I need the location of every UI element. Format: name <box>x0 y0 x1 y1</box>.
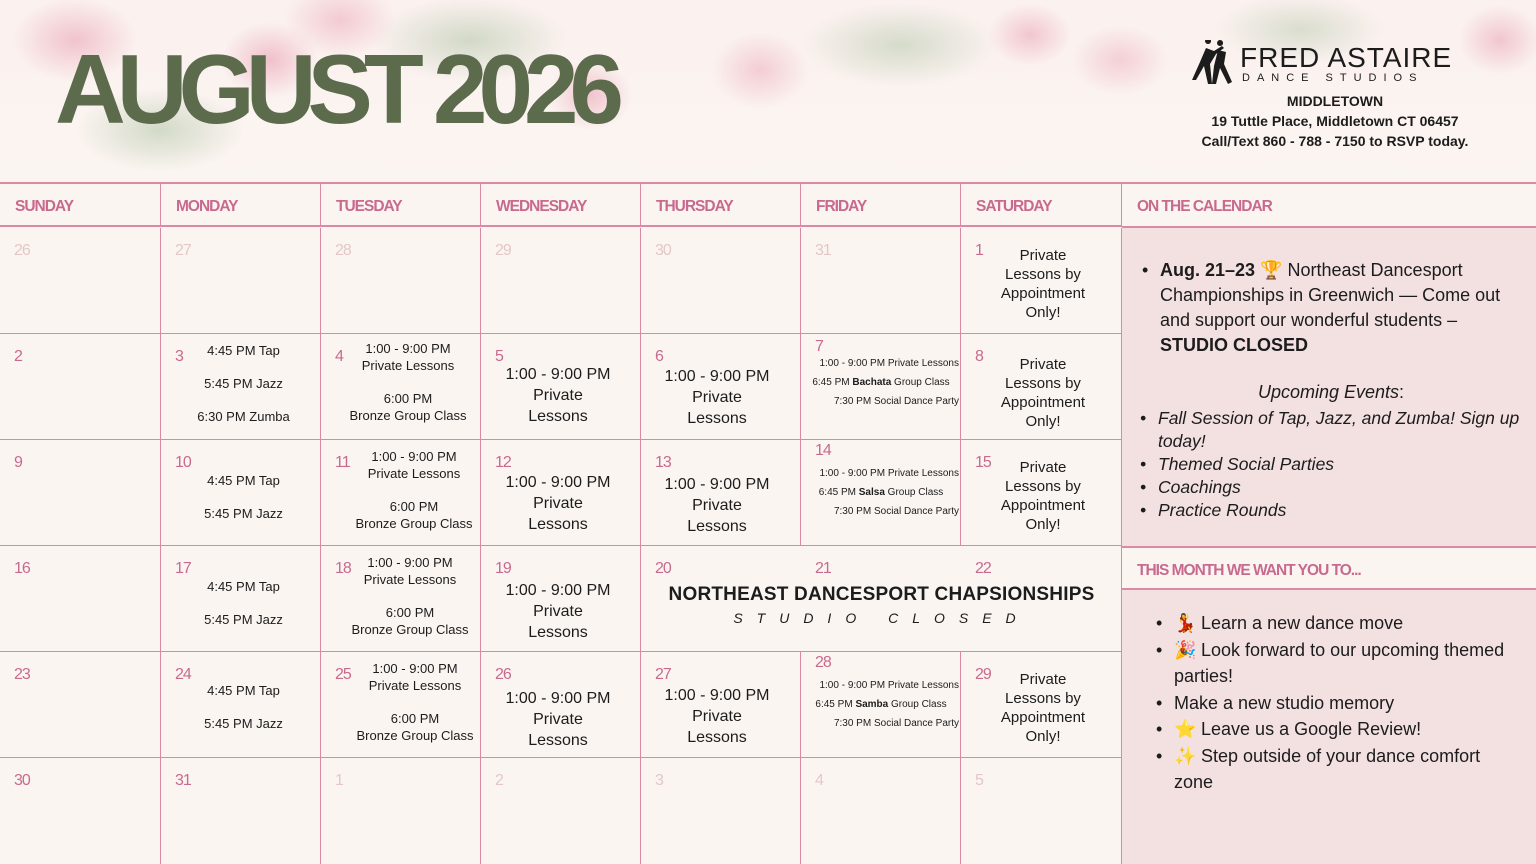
weekday-header: THURSDAY <box>641 182 801 227</box>
event-private-appointment: Private Lessons by Appointment Only! <box>1000 356 1086 430</box>
day-number: 9 <box>14 454 22 471</box>
day-number: 24 <box>175 666 191 683</box>
day-cell[interactable] <box>481 228 641 334</box>
day-cell[interactable] <box>481 440 641 546</box>
day-number: 29 <box>975 666 991 683</box>
want-item: • 🎉 Look forward to our upcoming themed parties! <box>1174 637 1522 690</box>
day-number: 6 <box>655 348 663 365</box>
day-number: 28 <box>815 654 831 671</box>
day-cell[interactable] <box>0 546 161 652</box>
day-number: 18 <box>335 560 351 577</box>
day-number: 20 <box>655 560 671 577</box>
day-cell[interactable] <box>161 546 321 652</box>
weekday-header: FRIDAY <box>801 182 961 227</box>
day-cell[interactable] <box>321 758 481 864</box>
day-number: 30 <box>655 242 671 259</box>
day-number: 15 <box>975 454 991 471</box>
weekday-header: SATURDAY <box>961 182 1122 227</box>
event-list: 1:00 - 9:00 PM Private Lessons 6:00 PM Bronze Group Class <box>351 555 469 637</box>
day-number: 28 <box>335 242 351 259</box>
weekday-header: TUESDAY <box>321 182 481 227</box>
day-number: 11 <box>335 454 350 471</box>
day-cell[interactable] <box>481 546 641 652</box>
event-private-lessons: 1:00 - 9:00 PM Private Lessons <box>505 690 611 749</box>
day-number: 1 <box>335 772 343 789</box>
day-cell[interactable] <box>641 440 801 546</box>
day-cell[interactable] <box>961 440 1122 546</box>
star-icon: ⭐ <box>1174 719 1197 739</box>
day-cell[interactable] <box>321 546 481 652</box>
want-heading: THIS MONTH WE WANT YOU TO... <box>1122 546 1536 590</box>
event-private-lessons: 1:00 - 9:00 PM Private Lessons <box>664 368 770 427</box>
day-number: 31 <box>175 772 191 789</box>
day-cell[interactable] <box>961 758 1122 864</box>
highlight-list <box>1160 258 1522 358</box>
event-list: 4:45 PM Tap 5:45 PM Jazz <box>204 579 283 627</box>
event-list: 1:00 - 9:00 PM Private Lessons 6:45 PM Bachata Group Class 7:30 PM Social Dance Party <box>812 358 959 407</box>
day-number: 26 <box>14 242 30 259</box>
brand-name: FRED ASTAIRE <box>1240 42 1453 73</box>
sparkles-icon: ✨ <box>1174 745 1197 766</box>
calendar-grid <box>0 182 1122 864</box>
day-number: 4 <box>815 772 823 789</box>
weekday-header: MONDAY <box>161 182 321 227</box>
day-cell[interactable] <box>481 334 641 440</box>
want-item: • Make a new studio memory <box>1174 690 1522 717</box>
weekday-header: SUNDAY <box>0 182 161 227</box>
day-number: 8 <box>975 348 983 365</box>
studio-contact: Call/Text 860 - 788 - 7150 to RSVP today. <box>1201 133 1469 149</box>
want-item: • 💃 Learn a new dance move <box>1174 610 1522 637</box>
upcoming-heading: Upcoming Events: <box>1257 382 1405 402</box>
day-number: 17 <box>175 560 191 577</box>
day-number: 27 <box>175 242 191 259</box>
closed-title: NORTHEAST DANCESPORT CHAPSIONSHIPS <box>668 584 1095 605</box>
day-number: 14 <box>815 442 831 459</box>
day-cell[interactable] <box>0 440 161 546</box>
day-number: 25 <box>335 666 351 683</box>
day-cell[interactable] <box>801 652 961 758</box>
day-number: 26 <box>495 666 511 683</box>
day-number: 5 <box>495 348 503 365</box>
event-list: 4:45 PM Tap 5:45 PM Jazz <box>204 683 283 731</box>
studio-location: MIDDLETOWN <box>1286 93 1384 109</box>
day-cell[interactable] <box>0 652 161 758</box>
on-calendar-section <box>1122 228 1536 546</box>
day-cell[interactable] <box>0 228 161 334</box>
on-calendar-heading: ON THE CALENDAR <box>1122 182 1536 228</box>
day-cell[interactable] <box>161 334 321 440</box>
closed-subtitle: STUDIO CLOSED <box>733 610 1030 626</box>
day-cell[interactable] <box>641 758 801 864</box>
upcoming-item: • Fall Session of Tap, Jazz, and Zumba! Sign up today! <box>1158 407 1522 453</box>
day-cell[interactable] <box>161 228 321 334</box>
day-cell[interactable] <box>321 652 481 758</box>
day-cell[interactable] <box>161 652 321 758</box>
upcoming-item: • Coachings <box>1158 476 1522 499</box>
weekday-header: WEDNESDAY <box>481 182 641 227</box>
day-cell[interactable] <box>801 228 961 334</box>
event-private-appointment: Private Lessons by Appointment Only! <box>1000 459 1086 533</box>
day-number: 3 <box>655 772 663 789</box>
day-number: 3 <box>175 348 183 365</box>
day-cell[interactable] <box>961 228 1122 334</box>
event-list: 1:00 - 9:00 PM Private Lessons 6:00 PM Bronze Group Class <box>355 449 473 531</box>
dancer-icon: 💃 <box>1174 613 1197 633</box>
day-cell[interactable] <box>961 652 1122 758</box>
day-number: 5 <box>975 772 983 789</box>
day-cell[interactable] <box>0 334 161 440</box>
event-list: 1:00 - 9:00 PM Private Lessons 6:45 PM Salsa Group Class 7:30 PM Social Dance Party <box>818 468 959 517</box>
day-cell[interactable] <box>481 652 641 758</box>
event-private-lessons: 1:00 - 9:00 PM Private Lessons <box>505 474 611 533</box>
championship-closed-banner <box>641 584 1122 626</box>
day-number: 22 <box>975 560 991 577</box>
studio-address: 19 Tuttle Place, Middletown CT 06457 <box>1211 113 1459 129</box>
day-number: 27 <box>655 666 671 683</box>
event-list: 1:00 - 9:00 PM Private Lessons 6:00 PM Bronze Group Class <box>349 341 467 423</box>
upcoming-item: • Themed Social Parties <box>1158 453 1522 476</box>
day-cell[interactable] <box>961 334 1122 440</box>
day-cell[interactable] <box>321 334 481 440</box>
day-number: 16 <box>14 560 30 577</box>
day-number: 19 <box>495 560 511 577</box>
day-cell[interactable] <box>161 440 321 546</box>
day-number: 13 <box>655 454 671 471</box>
day-cell[interactable] <box>801 758 961 864</box>
day-number: 21 <box>815 560 831 577</box>
page-title: AUGUST 2026 <box>55 34 616 144</box>
event-private-lessons: 1:00 - 9:00 PM Private Lessons <box>505 366 611 425</box>
day-cell[interactable] <box>801 440 961 546</box>
studio-logo <box>1188 40 1453 90</box>
want-section <box>1122 590 1536 864</box>
day-number: 23 <box>14 666 30 683</box>
day-number: 10 <box>175 454 191 471</box>
day-cell[interactable] <box>481 758 641 864</box>
event-private-appointment: Private Lessons by Appointment Only! <box>1000 247 1086 321</box>
event-private-lessons: 1:00 - 9:00 PM Private Lessons <box>664 476 770 535</box>
event-private-lessons: 1:00 - 9:00 PM Private Lessons <box>505 582 611 641</box>
upcoming-item: • Practice Rounds <box>1158 499 1522 522</box>
day-number: 4 <box>335 348 343 365</box>
trophy-icon: 🏆 <box>1260 260 1283 280</box>
want-item: • ⭐ Leave us a Google Review! <box>1174 716 1522 743</box>
brand-subtitle: DANCE STUDIOS <box>1242 72 1424 84</box>
event-private-appointment: Private Lessons by Appointment Only! <box>1000 671 1086 745</box>
day-cell[interactable] <box>161 758 321 864</box>
want-item: • ✨ Step outside of your dance comfort zone <box>1174 743 1522 796</box>
day-number: 30 <box>14 772 30 789</box>
day-cell[interactable] <box>321 228 481 334</box>
day-cell[interactable] <box>0 758 161 864</box>
day-cell[interactable] <box>641 228 801 334</box>
day-number: 31 <box>815 242 831 259</box>
party-popper-icon: 🎉 <box>1174 639 1197 660</box>
day-number: 7 <box>815 338 823 355</box>
day-number: 29 <box>495 242 511 259</box>
event-list: 1:00 - 9:00 PM Private Lessons 6:00 PM Bronze Group Class <box>356 661 474 743</box>
want-list <box>1174 610 1522 796</box>
day-cell[interactable] <box>641 652 801 758</box>
floral-header <box>0 0 1536 182</box>
dancers-icon <box>1188 40 1238 86</box>
event-private-lessons: 1:00 - 9:00 PM Private Lessons <box>664 687 770 746</box>
day-number: 2 <box>495 772 503 789</box>
day-cell[interactable] <box>321 440 481 546</box>
day-number: 2 <box>14 348 22 365</box>
upcoming-list <box>1158 407 1522 522</box>
day-number: 1 <box>975 242 983 259</box>
side-panel <box>1122 182 1536 864</box>
event-list: 4:45 PM Tap 5:45 PM Jazz 6:30 PM Zumba <box>197 343 290 424</box>
day-cell[interactable] <box>641 334 801 440</box>
day-cell[interactable] <box>801 334 961 440</box>
day-number: 12 <box>495 454 511 471</box>
event-list: 4:45 PM Tap 5:45 PM Jazz <box>204 473 283 521</box>
highlight-item: • Aug. 21–23 🏆 Northeast Dancesport Championships in Greenwich — Come out and support our wonderful students – STUDIO CLOSED <box>1160 258 1522 358</box>
event-list: 1:00 - 9:00 PM Private Lessons 6:45 PM Samba Group Class 7:30 PM Social Dance Party <box>815 680 959 729</box>
